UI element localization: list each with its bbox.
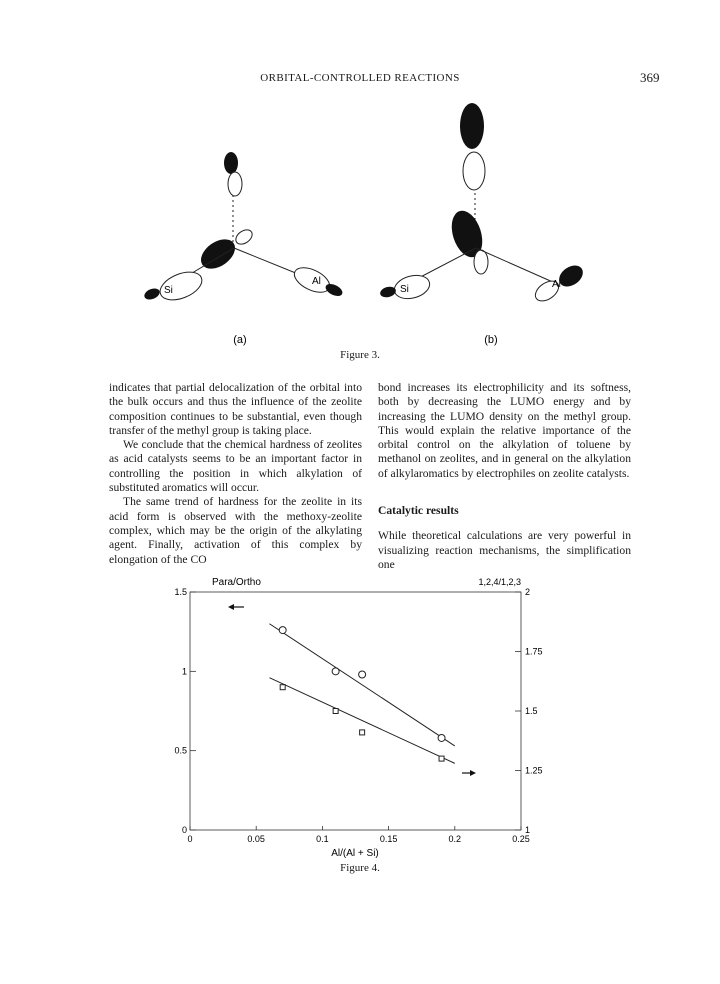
data-point-square [333,709,338,714]
orbital-lobe-filled [224,152,238,174]
si-orbital-lobe-open [392,272,432,303]
paragraph: The same trend of hardness for the zeolite in its acid form is observed with the methoxy-zeolite complex, which may be the origin of the alkylating agent. Finally, activation of this complex by elongation of the CO [109,495,362,566]
orbital-lobe-open [463,152,485,190]
data-point-circle [438,734,445,741]
x-tick-label: 0.05 [247,834,265,844]
y-axis-label-right: 1,2,4/1,2,3 [478,577,521,587]
y-right-tick-label: 1.75 [525,646,543,657]
data-point-square [439,756,444,761]
data-point-circle [279,627,286,634]
data-point-square [280,685,285,690]
page-number: 369 [640,70,660,85]
y-right-tick-label: 2 [525,587,531,597]
x-tick-label: 0.25 [512,834,530,844]
x-tick-label: 0.2 [448,834,462,844]
arrow-left-head [228,604,234,610]
paragraph: bond increases its electrophilicity and its softness, both by decreasing the LUMO energy and by increasing the LUMO density on the methyl group. This would explain the relative importance of the orbital control on the alkylation of toluene by methanol on zeolites, and in general on the alkylation of alkylaromatics by electrophiles on zeolite catalysts. [378,381,631,480]
plot-frame [190,592,521,830]
y-left-tick-label: 0 [181,825,187,835]
section-heading: Catalytic results [378,504,459,518]
central-orbital-lobe-open [233,227,255,247]
data-point-square [360,730,365,735]
orbital-lobe-open [228,172,242,196]
paragraph: While theoretical calculations are very powerful in visualizing reaction mechanisms, the simplification one [378,529,631,571]
fit-line-square [269,678,454,764]
paragraph: indicates that partial delocalization of the orbital into the bulk occurs and thus the influence of the zeolite composition continues to be substantial, even though transfer of the methyl group is taking place. [109,381,362,437]
figure-4-caption: Figure 4. [340,862,380,874]
fit-line-circle [269,624,454,746]
figure-4-chart [0,560,720,860]
x-tick-label: 0.1 [316,834,329,844]
panel-b-label: (b) [484,334,498,346]
figure-3-panel-a [143,152,345,305]
running-title: ORBITAL-CONTROLLED REACTIONS [260,72,460,84]
figure-3 [0,0,720,360]
y-left-tick-label: 1.5 [174,587,187,597]
y-axis-label-left: Para/Ortho [212,577,261,588]
figure-3-panel-b [379,103,587,305]
si-orbital-lobe-filled [143,286,162,301]
panel-a-label: (a) [233,334,247,346]
arrow-right-head [470,770,476,776]
y-right-tick-label: 1.25 [525,765,543,776]
atom-label-al: Al [312,276,321,287]
y-right-tick-label: 1 [525,825,531,835]
x-tick-label: 0.15 [379,834,398,844]
y-right-tick-label: 1.5 [525,706,538,716]
left-column [109,381,362,567]
data-point-circle [332,668,339,675]
atom-label-si: Si [164,285,173,296]
atom-label-si: Si [400,284,409,295]
central-orbital-lobe-filled [196,233,241,274]
figure-3-caption: Figure 3. [340,349,380,361]
orbital-lobe-filled [460,103,484,149]
x-tick-label: 0 [187,834,193,844]
x-axis-label: Al/(Al + Si) [331,848,379,859]
right-column [378,381,631,572]
paragraph: We conclude that the chemical hardness of zeolites as acid catalysts seems to be an important factor in controlling the position in which alkylation of substituted aromatics will occur. [109,438,362,495]
y-left-tick-label: 0.5 [174,745,187,756]
central-orbital-lobe-open [474,250,488,274]
data-point-circle [359,671,366,678]
atom-label-al: Al [552,279,561,290]
y-left-tick-label: 1 [181,666,187,677]
